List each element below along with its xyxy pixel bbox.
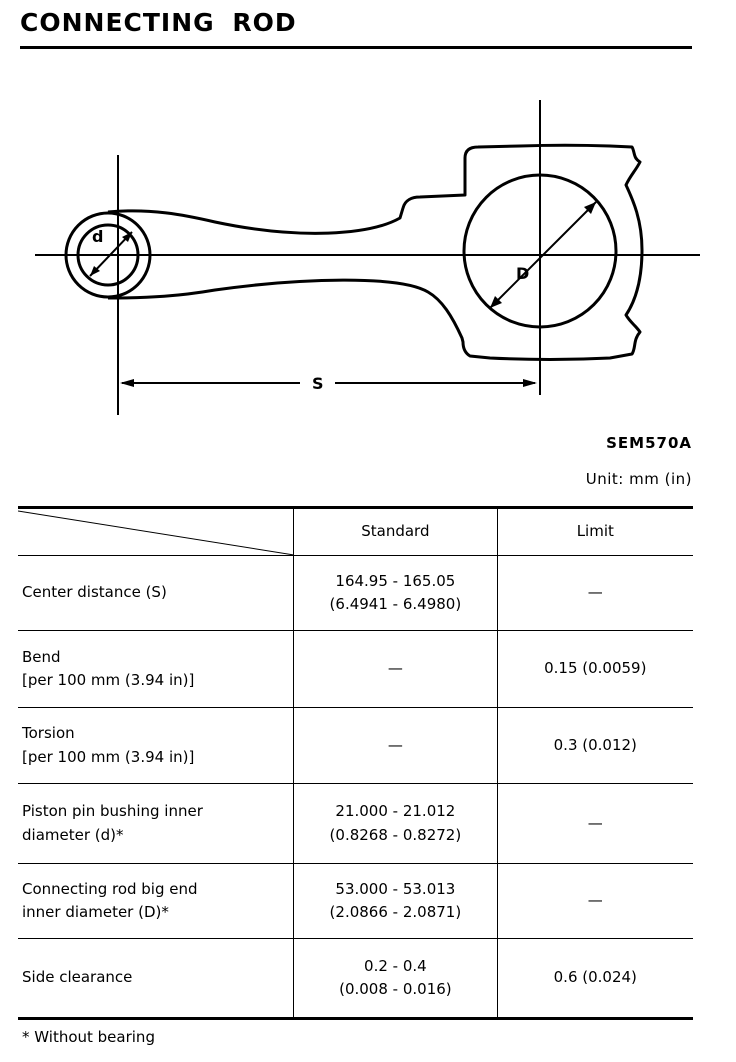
title-rule [20, 46, 692, 49]
row-limit: 0.6 (0.024) [497, 939, 693, 1019]
big-end-label: D [516, 264, 530, 283]
header-diagonal-cell [18, 508, 294, 556]
header-standard: Standard [294, 508, 497, 556]
spec-table [18, 506, 693, 1020]
row-limit: — [497, 864, 693, 939]
row-standard: 164.95 - 165.05 (6.4941 - 6.4980) [294, 556, 497, 631]
table-row [18, 708, 693, 784]
header-limit: Limit [497, 508, 693, 556]
footnote: * Without bearing [22, 1028, 155, 1046]
unit-label: Unit: mm (in) [585, 470, 692, 488]
table-row [18, 939, 693, 1019]
table-row [18, 631, 693, 708]
row-item: Piston pin bushing inner diameter (d)* [18, 784, 294, 864]
table-row [18, 556, 693, 631]
row-standard: 0.2 - 0.4 (0.008 - 0.016) [294, 939, 497, 1019]
table-row [18, 784, 693, 864]
row-limit: 0.15 (0.0059) [497, 631, 693, 708]
row-limit: — [497, 784, 693, 864]
table-header-row [18, 508, 693, 556]
row-limit: — [497, 556, 693, 631]
row-item: Bend [per 100 mm (3.94 in)] [18, 631, 294, 708]
center-distance-label: S [312, 374, 324, 393]
row-item: Torsion [per 100 mm (3.94 in)] [18, 708, 294, 784]
row-standard: — [294, 708, 497, 784]
page-title: CONNECTING ROD [20, 8, 297, 37]
row-item: Connecting rod big end inner diameter (D)* [18, 864, 294, 939]
connecting-rod-diagram [0, 90, 736, 430]
row-standard: — [294, 631, 497, 708]
row-limit: 0.3 (0.012) [497, 708, 693, 784]
row-item: Center distance (S) [18, 556, 294, 631]
figure-code: SEM570A [606, 434, 692, 452]
header-diagonal-line [18, 509, 294, 555]
row-item: Side clearance [18, 939, 294, 1019]
small-end-label: d [92, 227, 104, 246]
table-row [18, 864, 693, 939]
row-standard: 53.000 - 53.013 (2.0866 - 2.0871) [294, 864, 497, 939]
row-standard: 21.000 - 21.012 (0.8268 - 0.8272) [294, 784, 497, 864]
